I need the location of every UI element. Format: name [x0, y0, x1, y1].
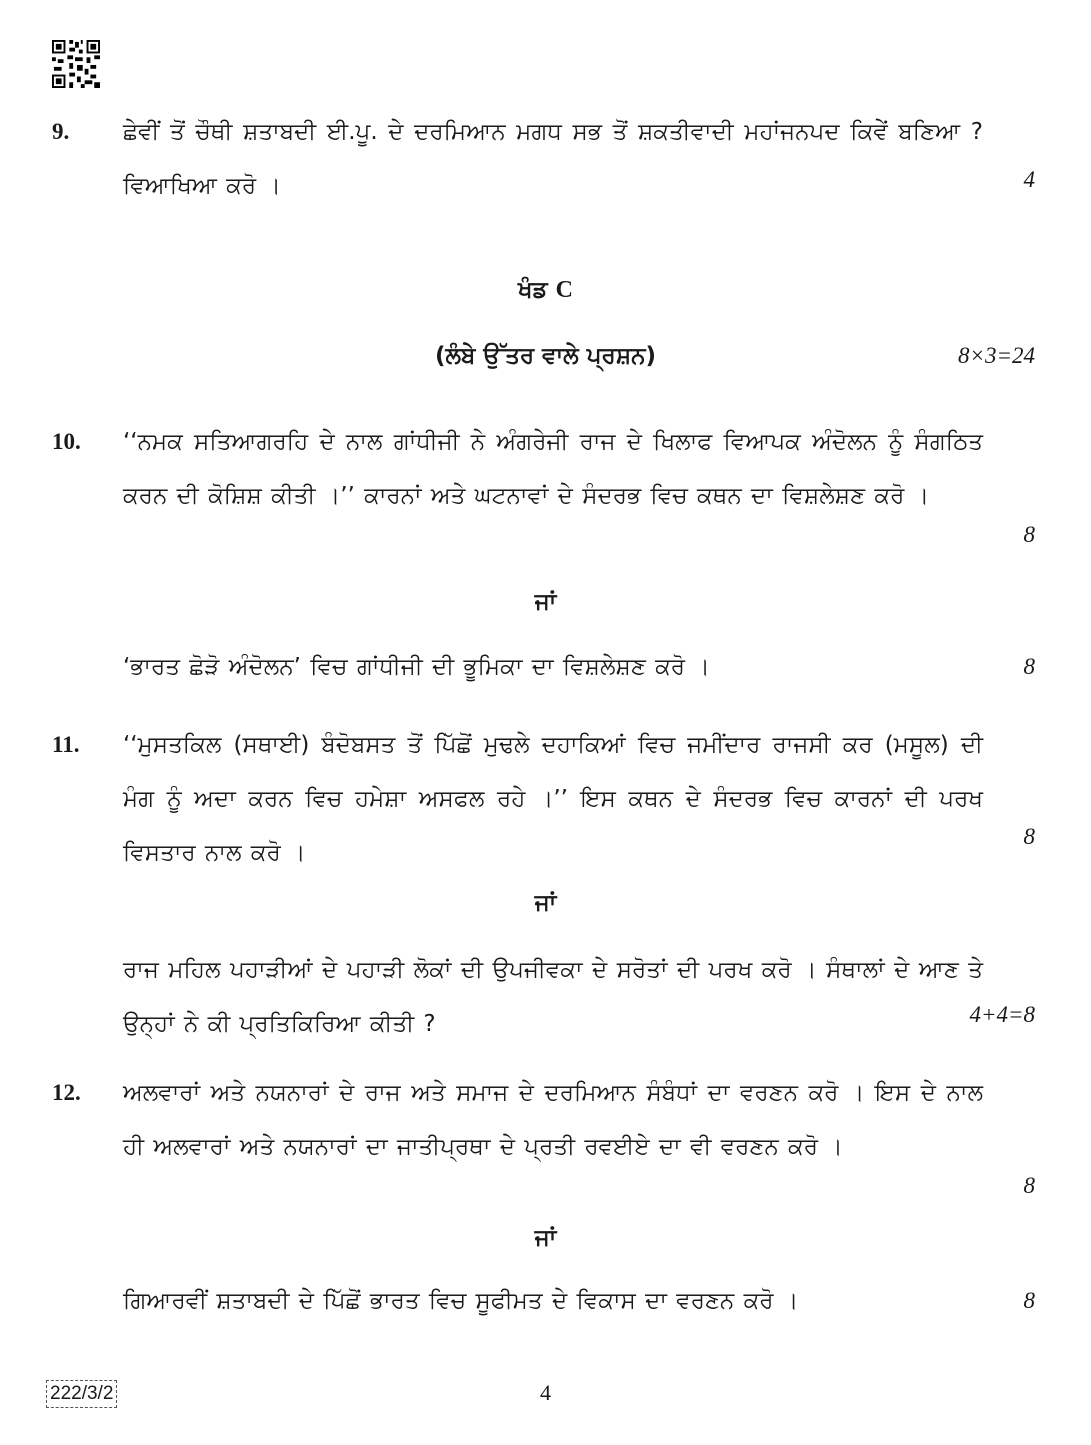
- question-12-marks: 8: [1023, 1173, 1035, 1198]
- question-10-marks: 8: [1023, 522, 1035, 547]
- question-9-text: ਛੇਵੀਂ ਤੋਂ ਚੌਥੀ ਸ਼ਤਾਬਦੀ ਈ.ਪੂ. ਦੇ ਦਰਮਿਆਨ ਮਗਧ ਸਭ ਤੋਂ ਸ਼ਕਤੀਵਾਦੀ ਮਹਾਂਜਨਪਦ ਕਿਵੇਂ ਬਣਿਆ ? ਵਿਆਖਿਆ ਕਰੋ ।: [123, 119, 983, 199]
- question-12-alt-text: ਗਿਆਰਵੀਂ ਸ਼ਤਾਬਦੀ ਦੇ ਪਿੱਛੋਂ ਭਾਰਤ ਵਿਚ ਸੂਫੀਮਤ ਦੇ ਵਿਕਾਸ ਦਾ ਵਰਣਨ ਕਰੋ ।: [123, 1288, 799, 1314]
- question-10-text: ‘‘ਨਮਕ ਸਤਿਆਗਰਹਿ ਦੇ ਨਾਲ ਗਾਂਧੀਜੀ ਨੇ ਅੰਗਰੇਜੀ ਰਾਜ ਦੇ ਖਿਲਾਫ ਵਿਆਪਕ ਅੰਦੋਲਨ ਨੂੰ ਸੰਗਠਿਤ ਕਰਨ ਦੀ ਕੋਸ਼ਿਸ਼ ਕੀਤੀ ।’’ ਕਾਰਨਾਂ ਅਤੇ ਘਟਨਾਵਾਂ ਦੇ ਸੰਦਰਭ ਵਿਚ ਕਥਨ ਦਾ ਵਿਸ਼ਲੇਸ਼ਣ ਕਰੋ ।: [123, 429, 983, 509]
- question-12-number: 12.: [52, 1080, 81, 1105]
- or-label: ਜਾਂ: [534, 890, 557, 916]
- question-12-text: ਅਲਵਾਰਾਂ ਅਤੇ ਨਯਨਾਰਾਂ ਦੇ ਰਾਜ ਅਤੇ ਸਮਾਜ ਦੇ ਦਰਮਿਆਨ ਸੰਬੰਧਾਂ ਦਾ ਵਰਣਨ ਕਰੋ । ਇਸ ਦੇ ਨਾਲ ਹੀ ਅਲਵਾਰਾਂ ਅਤੇ ਨਯਨਾਰਾਂ ਦਾ ਜਾਤੀਪ੍ਰਥਾ ਦੇ ਪ੍ਰਤੀ ਰਵਈਏ ਦਾ ਵੀ ਵਰਣਨ ਕਰੋ ।: [123, 1080, 983, 1160]
- section-title-letter: C: [555, 277, 573, 303]
- question-10-alt-text: ‘ਭਾਰਤ ਛੋੜੋ ਅੰਦੋਲਨ’ ਵਿਚ ਗਾਂਧੀਜੀ ਦੀ ਭੂਮਿਕਾ ਦਾ ਵਿਸ਼ਲੇਸ਼ਣ ਕਰੋ ।: [123, 654, 710, 680]
- question-11-text: ‘‘ਮੁਸਤਕਿਲ (ਸਥਾਈ) ਬੰਦੋਬਸਤ ਤੋਂ ਪਿੱਛੋਂ ਮੁਢਲੇ ਦਹਾਕਿਆਂ ਵਿਚ ਜਮੀਂਦਾਰ ਰਾਜਸੀ ਕਰ (ਮਸੂਲ) ਦੀ ਮੰਗ ਨੂੰ ਅਦਾ ਕਰਨ ਵਿਚ ਹਮੇਸ਼ਾ ਅਸਫਲ ਰਹੇ ।’’ ਇਸ ਕਥਨ ਦੇ ਸੰਦਰਭ ਵਿਚ ਕਾਰਨਾਂ ਦੀ ਪਰਖ ਵਿਸਤਾਰ ਨਾਲ ਕਰੋ ।: [123, 732, 983, 866]
- section-marks: 8×3=24: [957, 343, 1035, 368]
- question-11-alt-marks: 4+4=8: [969, 1002, 1035, 1027]
- page-number: 4: [540, 1380, 551, 1405]
- or-label: ਜਾਂ: [534, 1225, 557, 1251]
- question-10-alt-marks: 8: [1023, 654, 1035, 679]
- question-11-marks: 8: [1023, 824, 1035, 849]
- section-title: [0, 270, 1091, 310]
- question-12-alt-marks: 8: [1023, 1288, 1035, 1313]
- question-11-alt-text: ਰਾਜ ਮਹਿਲ ਪਹਾੜੀਆਂ ਦੇ ਪਹਾੜੀ ਲੋਕਾਂ ਦੀ ਉਪਜੀਵਕਾ ਦੇ ਸਰੋਤਾਂ ਦੀ ਪਰਖ ਕਰੋ । ਸੰਥਾਲਾਂ ਦੇ ਆਣ ਤੇ ਉਨ੍ਹਾਂ ਨੇ ਕੀ ਪ੍ਰਤਿਕਿਰਿਆ ਕੀਤੀ ?: [123, 957, 983, 1037]
- question-9-number: 9.: [52, 119, 70, 144]
- question-11-number: 11.: [52, 732, 80, 757]
- section-title-word: ਖੰਡ: [518, 277, 548, 303]
- paper-code: 222/3/2: [46, 1380, 117, 1408]
- section-subtitle: (ਲੰਬੇ ਉੱਤਰ ਵਾਲੇ ਪ੍ਰਸ਼ਨ): [434, 343, 657, 369]
- question-10-number: 10.: [52, 429, 81, 454]
- qr-code-icon: [52, 40, 100, 88]
- question-9-marks: 4: [1023, 167, 1035, 192]
- or-label: ਜਾਂ: [534, 589, 557, 615]
